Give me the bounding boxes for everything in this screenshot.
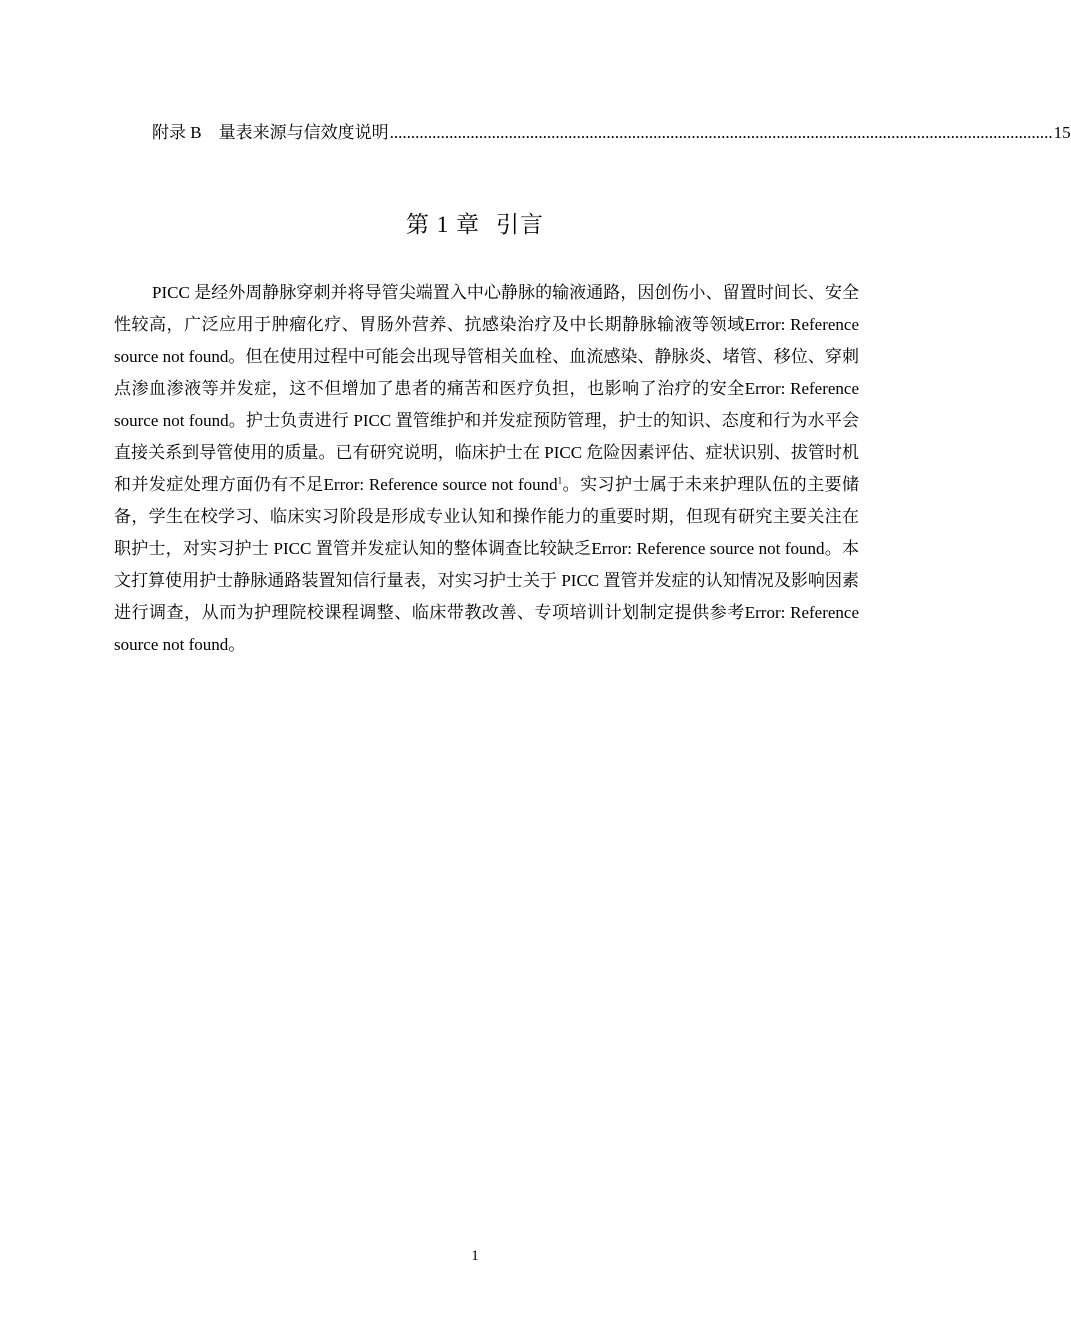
toc-leader-dots: ............................................................................................................................................................ bbox=[389, 123, 1053, 142]
body-paragraph bbox=[114, 277, 859, 661]
page-number: 1 bbox=[471, 1248, 479, 1264]
chapter-number: 第 1 章 bbox=[406, 212, 480, 237]
chapter-title: 引言 bbox=[496, 212, 544, 237]
chapter-heading bbox=[0, 208, 950, 242]
paragraph-text-part-1: PICC 是经外周静脉穿刺并将导管尖端置入中心静脉的输液通路，因创伤小、留置时间长、安全性较高，广泛应用于肿瘤化疗、胃肠外营养、抗感染治疗及中长期静脉输液等领域Error: Reference source not found。但在使用过程中可能会出现导管相关血栓、血流感染、静脉炎、堵管、移位、穿刺点渗血渗液等并发症，这不但增加了患者的痛苦和医疗负担，也影响了治疗的安全Error: Reference source not found。护士负责进行 PICC 置管维护和并发症预防管理，护士的知识、态度和行为水平会直接关系到导管使用的质量。已有研究说明，临床护士在 PICC 危险因素评估、症状识别、拔管时机和并发症处理方面仍有不足Error: Reference source not found bbox=[114, 283, 859, 494]
toc-entry-page-number: 15 bbox=[1053, 123, 1071, 142]
toc-entry-appendix-b[interactable] bbox=[152, 120, 1071, 146]
paragraph-text-part-2: 。实习护士属于未来护理队伍的主要储备，学生在校学习、临床实习阶段是形成专业认知和操作能力的重要时期，但现有研究主要关注在职护士，对实习护士 PICC 置管并发症认知的整体调查比较缺乏Error: Reference source not found。本文打算使用护士静脉通路装置知信行量表，对实习护士关于 PICC 置管并发症的认知情况及影响因素进行调查，从而为护理院校课程调整、临床带教改善、专项培训计划制定提供参考Error: Reference source not found。 bbox=[114, 475, 860, 654]
citation-superscript: 1 bbox=[557, 475, 563, 486]
toc-entry-label: 附录 B 量表来源与信效度说明 bbox=[152, 123, 389, 142]
